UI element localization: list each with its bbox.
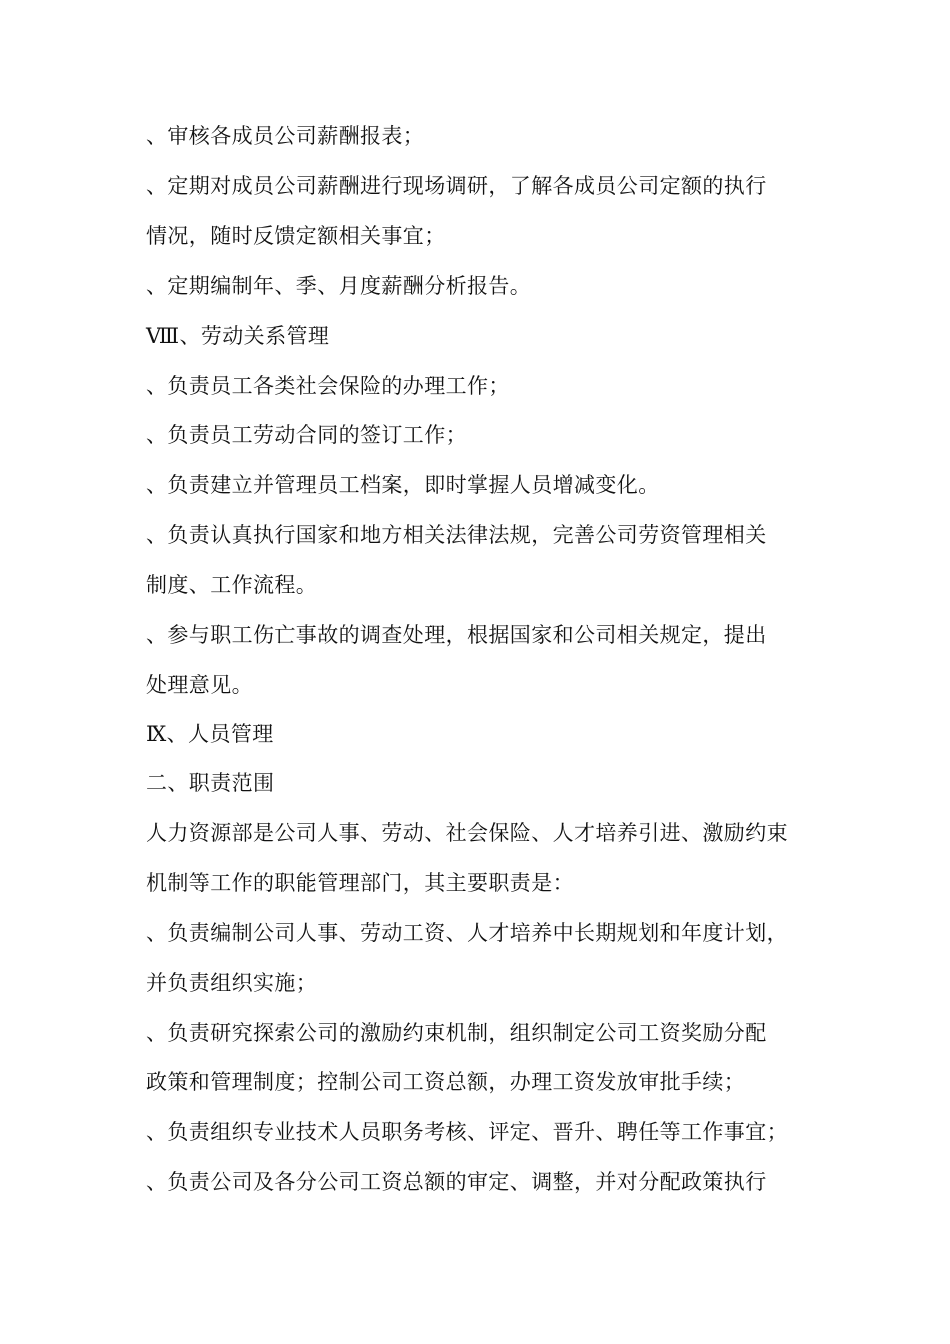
text-line: 、负责研究探索公司的激励约束机制，组织制定公司工资奖励分配 xyxy=(146,1021,767,1045)
text-line: 处理意见。 xyxy=(146,673,253,697)
text-line: 、负责员工各类社会保险的办理工作； xyxy=(146,374,510,398)
text-line: 制度、工作流程。 xyxy=(146,573,318,597)
section-heading: 二、职责范围 xyxy=(146,771,275,795)
text-line: 、负责编制公司人事、劳动工资、人才培养中长期规划和年度计划， xyxy=(146,921,788,945)
section-heading: Ⅷ、劳动关系管理 xyxy=(146,324,330,348)
text-line: 机制等工作的职能管理部门，其主要职责是： xyxy=(146,871,574,895)
text-line: 并负责组织实施； xyxy=(146,971,318,995)
text-line: 、负责认真执行国家和地方相关法律法规，完善公司劳资管理相关 xyxy=(146,523,767,547)
text-line: 、参与职工伤亡事故的调查处理，根据国家和公司相关规定，提出 xyxy=(146,623,767,647)
text-line: 人力资源部是公司人事、劳动、社会保险、人才培养引进、激励约束 xyxy=(146,821,788,845)
text-line: 、定期对成员公司薪酬进行现场调研，了解各成员公司定额的执行 xyxy=(146,174,767,198)
text-line: 、负责组织专业技术人员职务考核、评定、晋升、聘任等工作事宜； xyxy=(146,1120,788,1144)
text-line: 情况，随时反馈定额相关事宜； xyxy=(146,224,446,248)
text-line: 、审核各成员公司薪酬报表； xyxy=(146,124,425,148)
text-line: 政策和管理制度；控制公司工资总额，办理工资发放审批手续； xyxy=(146,1070,746,1094)
text-line: 、定期编制年、季、月度薪酬分析报告。 xyxy=(146,274,532,298)
text-line: 、负责公司及各分公司工资总额的审定、调整，并对分配政策执行 xyxy=(146,1170,767,1194)
text-line: 、负责员工劳动合同的签订工作； xyxy=(146,423,467,447)
text-line: 、负责建立并管理员工档案，即时掌握人员增减变化。 xyxy=(146,473,660,497)
section-heading: Ⅸ、人员管理 xyxy=(146,722,274,746)
